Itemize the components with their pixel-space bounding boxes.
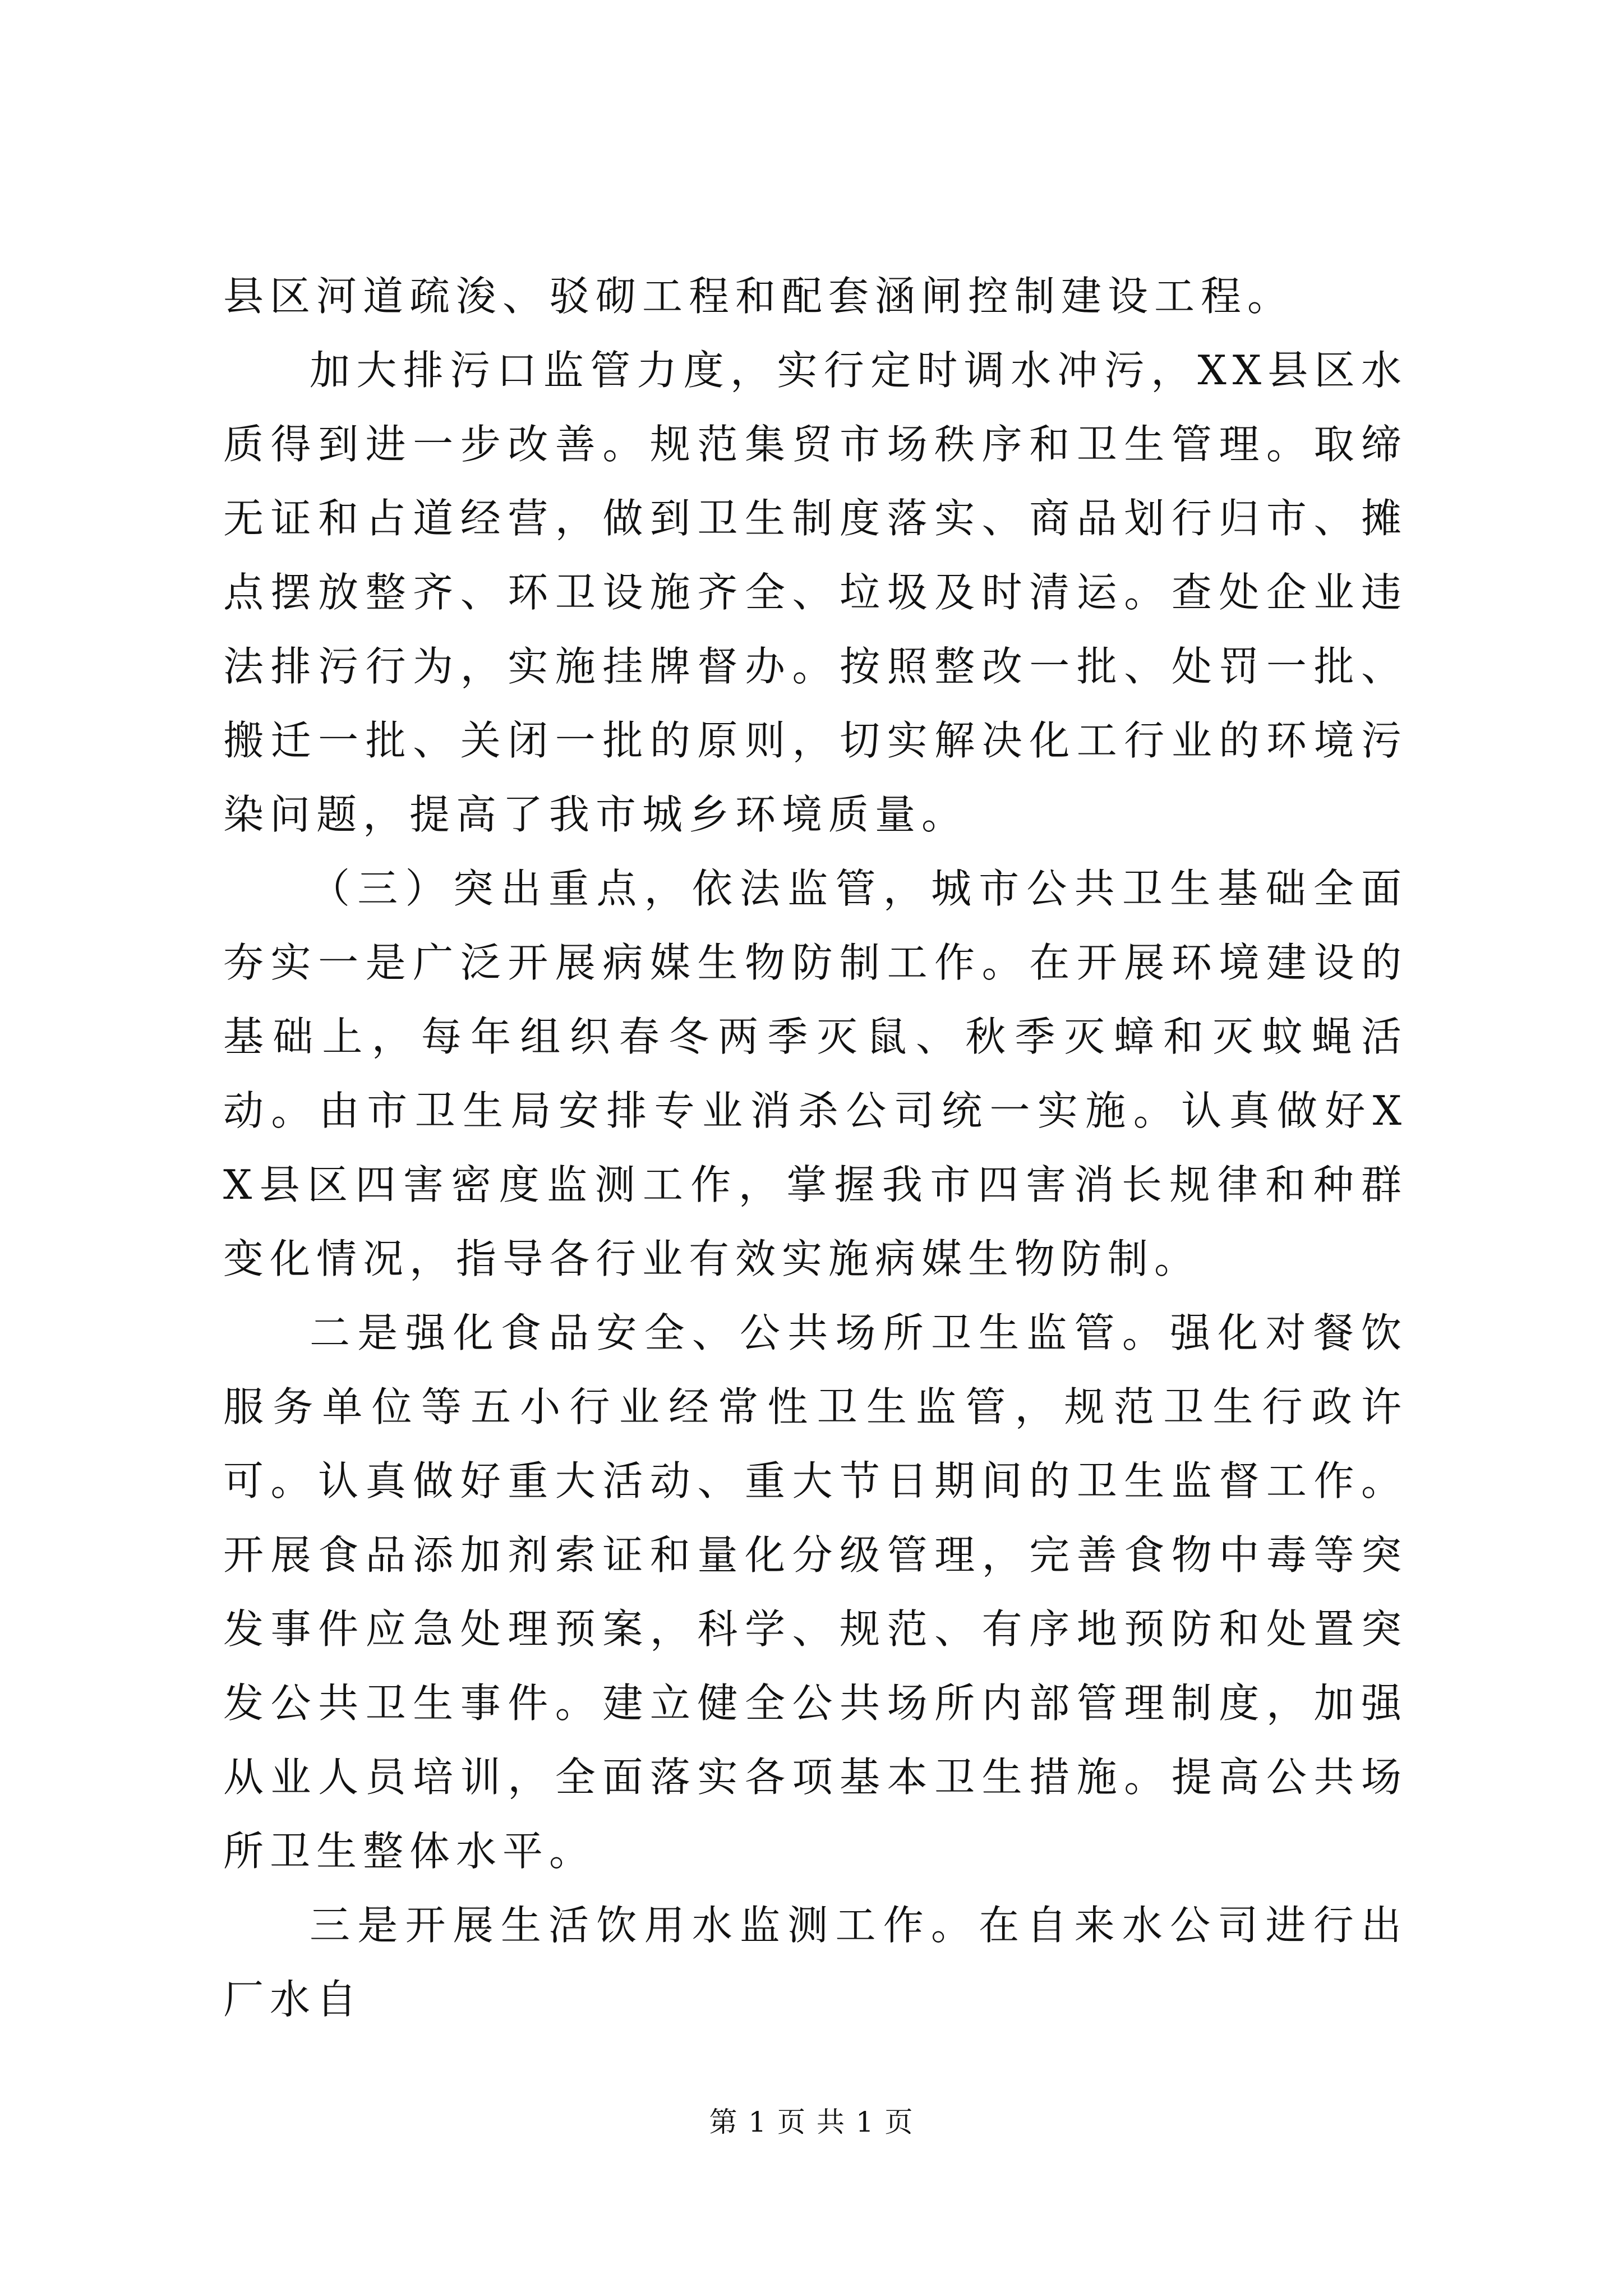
paragraph-5: 三是开展生活饮用水监测工作。在自来水公司进行出厂水自 [223, 1902, 1408, 2023]
paragraph-4: 二是强化食品安全、公共场所卫生监管。强化对餐饮服务单位等五小行业经常性卫生监管，规范卫生行政许可。认真做好重大活动、重大节日期间的卫生监督工作。开展食品添加剂索证和量化分级管理，完善食物中毒等突发事件应急处理预案，科学、规范、有序地预防和处置突发公共卫生事件。建立健全公共场所内部管理制度，加强从业人员培训，全面落实各项基本卫生措施。提高公共场所卫生整体水平。 [223, 1309, 1408, 1875]
paragraph-1: 县区河道疏浚、驳砌工程和配套涵闸控制建设工程。 [223, 273, 1294, 320]
document-body [223, 259, 1408, 2036]
paragraph-3: （三）突出重点，依法监管，城市公共卫生基础全面夯实一是广泛开展病媒生物防制工作。在开展环境建设的基础上，每年组织春冬两季灭鼠、秋季灭蟑和灭蚊蝇活动。由市卫生局安排专业消杀公司统一实施。认真做好XX县区四害密度监测工作，掌握我市四害消长规律和种群变化情况，指导各行业有效实施病媒生物防制。 [223, 865, 1408, 1282]
paragraph-2: 加大排污口监管力度，实行定时调水冲污，XX县区水质得到进一步改善。规范集贸市场秩序和卫生管理。取缔无证和占道经营，做到卫生制度落实、商品划行归市、摊点摆放整齐、环卫设施齐全、垃圾及时清运。查处企业违法排污行为，实施挂牌督办。按照整改一批、处罚一批、搬迁一批、关闭一批的原则，切实解决化工行业的环境污染问题，提高了我市城乡环境质量。 [223, 347, 1408, 838]
page-number-footer: 第 1 页 共 1 页 [709, 2106, 914, 2138]
